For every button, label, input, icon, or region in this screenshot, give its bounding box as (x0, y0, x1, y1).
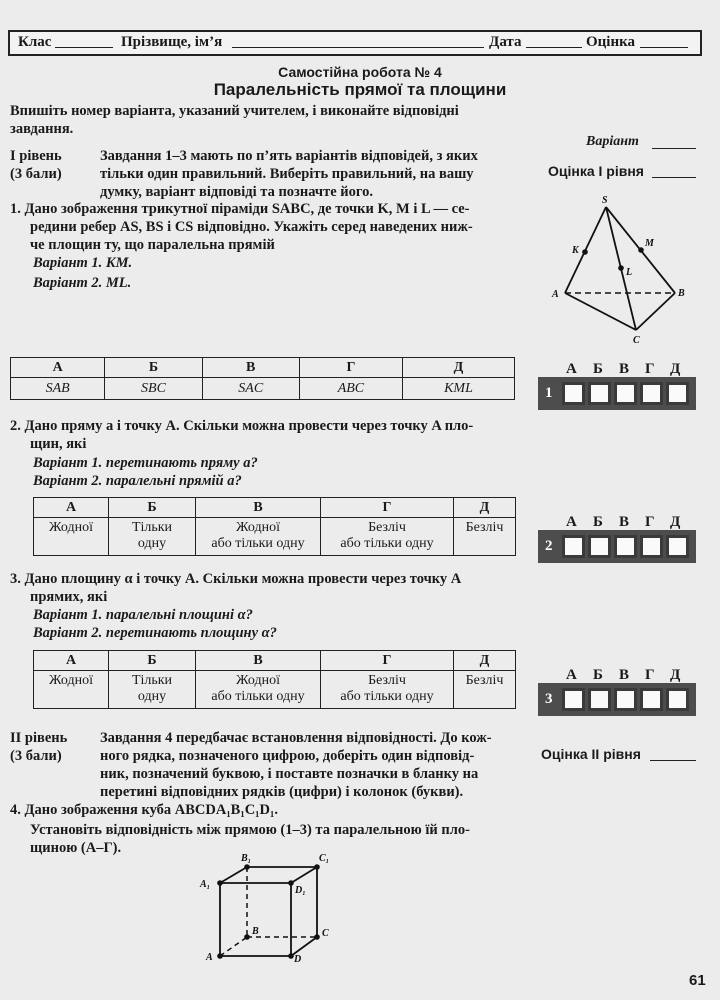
q3-header-c: В (196, 651, 321, 671)
q4-line-3: щиною (А–Г). (30, 840, 122, 856)
q1-answer-d: ABC (299, 378, 402, 400)
level2-desc-1: Завдання 4 передбачає встановлення відповідності. До кож- (100, 730, 492, 746)
q2-header-b: Б (109, 498, 196, 518)
grid3-letter-b: Б (593, 667, 603, 683)
intro-line-1: Впишіть номер варіанта, указаний учителем, і виконайте відповідні (10, 103, 459, 119)
q3-line-2: прямих, які (30, 589, 108, 605)
date-label: Дата (489, 34, 522, 50)
q2-answer-b: Тільки одну (109, 518, 196, 556)
pyramid-label-a: A (552, 289, 559, 300)
level2-desc-4: перетині відповідних рядків (цифри) і колонок (букви). (100, 784, 464, 800)
answer-cell-2-b[interactable] (588, 535, 611, 558)
q2-header-a: А (34, 498, 109, 518)
q2-answer-table (33, 497, 516, 556)
grid3-letter-c: В (619, 667, 630, 683)
answer-cell-2-a[interactable] (562, 535, 585, 558)
level1-points: (3 бали) (10, 166, 62, 182)
answer-cell-3-e[interactable] (666, 688, 689, 711)
grade-field[interactable] (640, 47, 688, 48)
grade-level2-field[interactable] (650, 760, 696, 761)
q2-answer-e: Безліч (454, 518, 516, 556)
grid1-letter-c: В (619, 361, 630, 377)
class-label: Клас (18, 34, 52, 50)
answer-cell-3-a[interactable] (562, 688, 585, 711)
q3-header-d: Г (321, 651, 454, 671)
answer-cell-1-c[interactable] (614, 382, 637, 405)
q2-variant-2: Варіант 2. паралельні прямій a? (33, 473, 242, 489)
cube-label-b: B (252, 926, 259, 937)
pyramid-label-s: S (602, 195, 608, 206)
cube-label-c1: C₁ (319, 853, 330, 864)
q2-line-2: щин, які (30, 436, 87, 452)
q4-line-2: Установіть відповідність між прямою (1–3) та паралельною їй пло- (30, 822, 470, 838)
answer-cell-3-c[interactable] (614, 688, 637, 711)
answer-row-1-number: 1 (545, 385, 553, 401)
name-label: Прізвище, ім’я (121, 34, 223, 50)
answer-cell-3-d[interactable] (640, 688, 663, 711)
q2-header-e: Д (454, 498, 516, 518)
pyramid-figure (540, 195, 700, 345)
cube-label-d1: D₁ (295, 885, 306, 896)
grid3-letter-a: А (566, 667, 577, 683)
q1-header-e: Д (403, 358, 515, 378)
grid2-letter-c: В (619, 514, 630, 530)
level1-desc-3: думку, варіант відповіді та позначте його. (100, 184, 373, 200)
q3-header-a: А (34, 651, 109, 671)
grade-level1-field[interactable] (652, 177, 696, 178)
q2-line-1: 2. Дано пряму a і точку A. Скільки можна провести через точку A пло- (10, 418, 474, 434)
intro-line-2: завдання. (10, 121, 74, 137)
level1-label: І рівень (10, 148, 62, 164)
cube-label-a: A (206, 952, 213, 963)
pyramid-label-m: M (645, 238, 654, 249)
q1-line-1: 1. Дано зображення трикутної піраміди SABC, де точки K, M і L — се- (10, 201, 470, 217)
answer-row-2-number: 2 (545, 538, 553, 554)
q2-header-c: В (196, 498, 321, 518)
q1-answer-a: SAB (11, 378, 105, 400)
grade-level2-label: Оцінка ІІ рівня (541, 746, 641, 762)
grid1-letter-d: Г (645, 361, 655, 377)
level1-desc-2: тільки один правильний. Виберіть правильний, на вашу (100, 166, 474, 182)
q2-header-d: Г (321, 498, 454, 518)
variant-label: Варіант (586, 134, 639, 149)
level2-points: (3 бали) (10, 748, 62, 764)
q2-answer-a: Жодної (34, 518, 109, 556)
pyramid-label-k: K (572, 245, 579, 256)
grid3-letter-e: Д (670, 667, 681, 683)
pyramid-label-l: L (626, 267, 633, 278)
cube-label-d: D (294, 954, 302, 965)
q1-answer-e: KML (403, 378, 515, 400)
q3-answer-e: Безліч (454, 671, 516, 709)
q1-answer-table (10, 357, 515, 400)
grid1-letter-b: Б (593, 361, 603, 377)
level2-label: ІІ рівень (10, 730, 68, 746)
answer-cell-1-d[interactable] (640, 382, 663, 405)
q3-answer-table (33, 650, 516, 709)
q3-answer-d: Безліч або тільки одну (321, 671, 454, 709)
cube-label-a1: A₁ (200, 879, 211, 890)
q3-answer-b: Тільки одну (109, 671, 196, 709)
q3-answer-a: Жодної (34, 671, 109, 709)
work-number: Самостійна робота № 4 (278, 64, 442, 80)
level1-desc-1: Завдання 1–3 мають по п’ять варіантів відповідей, з яких (100, 148, 478, 164)
variant-field[interactable] (652, 148, 696, 149)
answer-cell-3-b[interactable] (588, 688, 611, 711)
q2-answer-c: Жодної або тільки одну (196, 518, 321, 556)
grid2-letter-e: Д (670, 514, 681, 530)
q1-header-b: Б (105, 358, 202, 378)
grid2-letter-a: А (566, 514, 577, 530)
answer-cell-2-d[interactable] (640, 535, 663, 558)
q3-answer-c: Жодної або тільки одну (196, 671, 321, 709)
q3-variant-1: Варіант 1. паралельні площині α? (33, 607, 253, 623)
q2-answer-d: Безліч або тільки одну (321, 518, 454, 556)
pyramid-label-c: C (633, 335, 640, 346)
answer-cell-1-a[interactable] (562, 382, 585, 405)
answer-cell-1-e[interactable] (666, 382, 689, 405)
class-field[interactable] (55, 47, 113, 48)
grid1-letter-e: Д (670, 361, 681, 377)
q3-header-e: Д (454, 651, 516, 671)
q4-line-1: 4. Дано зображення куба ABCDA₁B₁C₁D₁. (10, 802, 278, 818)
grid1-letter-a: А (566, 361, 577, 377)
cube-figure (195, 850, 345, 965)
q1-variant-1: Варіант 1. KM. (33, 255, 133, 271)
level2-desc-2: ного рядка, позначеного цифрою, доберіть один відповід- (100, 748, 475, 764)
pyramid-label-b: B (678, 288, 685, 299)
page-number: 61 (689, 972, 706, 989)
q1-header-d: Г (299, 358, 402, 378)
page-title: Паралельність прямої та площини (213, 80, 507, 99)
q3-variant-2: Варіант 2. перетинають площину α? (33, 625, 277, 641)
q2-variant-1: Варіант 1. перетинають пряму a? (33, 455, 258, 471)
grid3-letter-d: Г (645, 667, 655, 683)
q1-line-3: че площин ту, що паралельна прямій (30, 237, 275, 253)
grid2-letter-b: Б (593, 514, 603, 530)
answer-row-3-number: 3 (545, 691, 553, 707)
answer-cell-1-b[interactable] (588, 382, 611, 405)
grade-level1-label: Оцінка І рівня (548, 163, 644, 179)
answer-cell-2-e[interactable] (666, 535, 689, 558)
grade-label: Оцінка (586, 34, 636, 50)
cube-label-b1: B₁ (241, 853, 252, 864)
name-field[interactable] (232, 47, 484, 48)
q1-answer-c: SAC (202, 378, 299, 400)
q3-line-1: 3. Дано площину α і точку A. Скільки можна провести через точку A (10, 571, 462, 587)
cube-label-c: C (322, 928, 329, 939)
grid2-letter-d: Г (645, 514, 655, 530)
q1-variant-2: Варіант 2. ML. (33, 275, 132, 291)
date-field[interactable] (526, 47, 582, 48)
q1-answer-b: SBC (105, 378, 202, 400)
answer-cell-2-c[interactable] (614, 535, 637, 558)
level2-desc-3: ник, позначений буквою, і поставте позначки в бланку на (100, 766, 479, 782)
q1-header-c: В (202, 358, 299, 378)
q1-line-2: редини ребер AS, BS і CS відповідно. Укажіть серед наведених ниж- (30, 219, 473, 235)
q1-header-a: А (11, 358, 105, 378)
q3-header-b: Б (109, 651, 196, 671)
